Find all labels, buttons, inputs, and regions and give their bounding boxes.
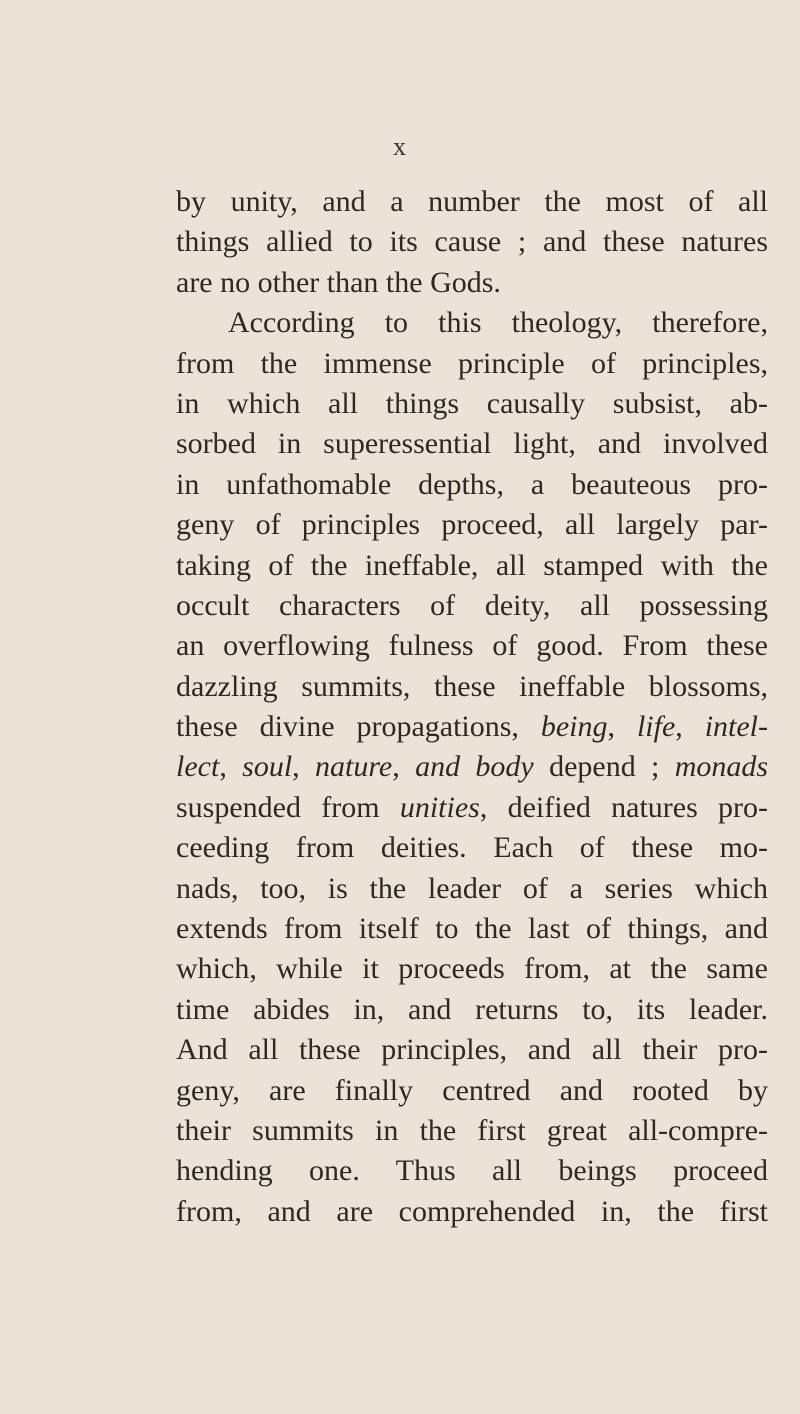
italic-run: life xyxy=(636,710,676,744)
text-line: which, while it proceeds from, at the same xyxy=(176,952,768,986)
body-text xyxy=(176,182,768,1232)
text-run: these divine propagations, xyxy=(176,710,541,744)
italic-run: unities xyxy=(399,790,480,824)
italic-run: monads xyxy=(674,750,769,784)
text-run: , xyxy=(607,710,637,744)
text-run: , xyxy=(675,710,705,744)
text-line: dazzling summits, these ineffable blossoms, xyxy=(176,669,768,703)
text-line: by unity, and a number the most of all xyxy=(176,185,768,218)
italic-run: body xyxy=(475,750,534,784)
text-line: extends from itself to the last of things, and xyxy=(176,912,768,946)
text-line: And all these principles, and all their pro- xyxy=(176,1033,768,1067)
text-line: from the immense principle of principles, xyxy=(176,346,768,380)
text-line: geny of principles proceed, all largely par- xyxy=(176,508,768,542)
text-run xyxy=(460,750,475,783)
italic-run: intel- xyxy=(704,710,768,744)
page-number: x xyxy=(393,132,407,161)
text-run: , deified natures pro- xyxy=(479,790,769,824)
text-run: , xyxy=(292,750,316,784)
italic-run: being xyxy=(540,710,608,744)
italic-run: soul xyxy=(242,750,293,784)
text-run: , xyxy=(219,750,243,784)
text-line: things allied to its cause ; and these natures xyxy=(176,225,768,259)
text-run: , xyxy=(392,750,416,784)
text-line: in unfathomable depths, a beauteous pro- xyxy=(176,467,768,501)
italic-run: and xyxy=(415,750,461,784)
text-line xyxy=(176,747,768,787)
text-run: depend ; xyxy=(533,750,675,784)
text-line: are no other than the Gods. xyxy=(176,265,501,299)
text-line xyxy=(176,788,768,828)
italic-run: nature xyxy=(315,750,393,784)
text-line: hending one. Thus all beings proceed xyxy=(176,1154,768,1188)
text-line: occult characters of deity, all possessing xyxy=(176,588,768,622)
text-line: ceeding from deities. Each of these mo- xyxy=(176,831,768,865)
text-line: geny, are finally centred and rooted by xyxy=(176,1073,768,1107)
text-line: According to this theology, therefore, xyxy=(228,306,768,340)
text-line: nads, too, is the leader of a series which xyxy=(176,871,768,905)
text-line: an overflowing fulness of good. From these xyxy=(176,629,768,663)
italic-run: lect xyxy=(176,750,220,784)
text-line: time abides in, and returns to, its leader. xyxy=(176,992,768,1026)
text-run: suspended from xyxy=(176,790,400,824)
text-line: sorbed in superessential light, and involved xyxy=(176,427,768,461)
text-line: in which all things causally subsist, ab- xyxy=(176,386,768,420)
text-line: from, and are comprehended in, the first xyxy=(176,1194,768,1228)
text-line: their summits in the first great all-compre- xyxy=(176,1113,768,1147)
text-line xyxy=(176,707,768,747)
text-line: taking of the ineffable, all stamped with the xyxy=(176,548,768,582)
